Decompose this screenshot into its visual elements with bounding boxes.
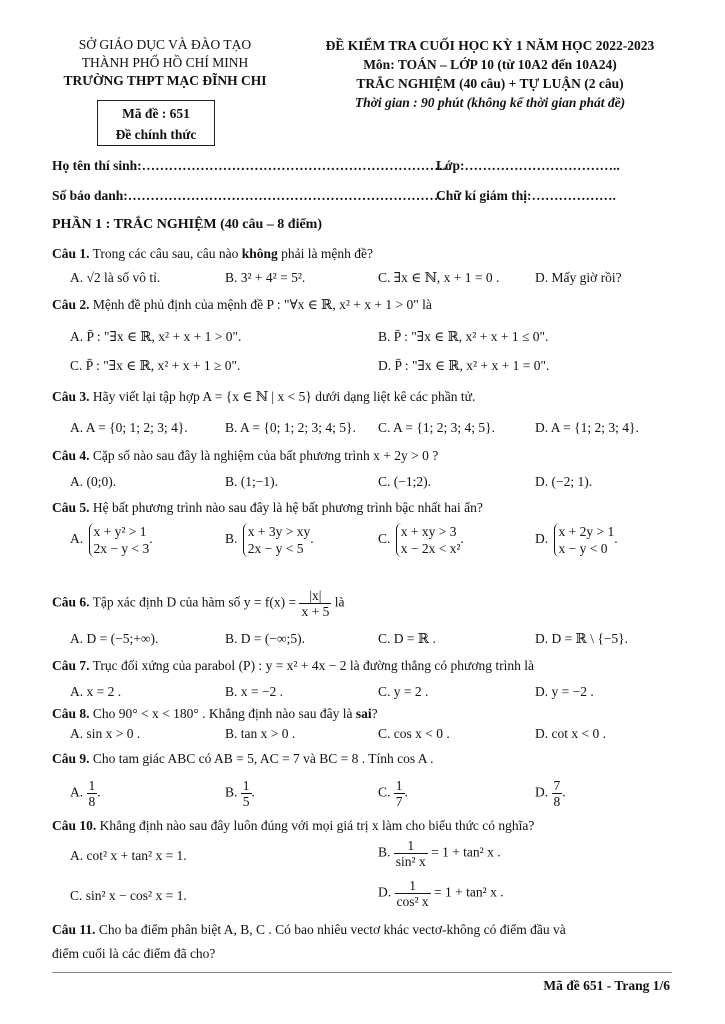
candidate-name-field [52,158,452,174]
fraction-denominator: sin² x [395,854,426,869]
q5-option-c: C. x + xy > 3 x − 2x < x² . [378,524,464,556]
q8-option-a: A. sin x > 0 . [70,726,141,741]
q10-option-a: A. cot² x + tan² x = 1. [70,848,187,863]
q4-option-b: B. (1;−1). [225,474,278,489]
question-3 [52,389,475,405]
option-letter: D. [535,531,549,547]
question-11-continued: điểm cuối là các điểm đã cho? [52,946,216,961]
question-5 [52,500,483,516]
option-letter: D. [535,784,549,800]
system-line-1: x + 2y > 1 [558,524,615,539]
fraction-denominator: 5 [242,794,250,809]
question-label: Câu 3. [52,389,90,404]
q7-option-b: B. x = −2 . [225,684,283,699]
option-letter: D. [378,884,392,900]
school-name: TRƯỜNG THPT MẠC ĐĨNH CHI [63,73,267,88]
question-6 [52,588,344,619]
question-text: Hệ bất phương trình nào sau đây là hệ bất phương trình bậc nhất hai ẩn? [89,500,483,515]
system-brace [396,523,461,557]
q4-option-d: D. (−2; 1). [535,474,593,489]
q5-option-b: B. x + 3y > xy 2x − y < 5 . [225,524,314,556]
class-label: Lớp:…………………………….. [436,158,620,173]
answer-fraction [394,778,405,809]
question-label: Câu 10. [52,818,97,833]
q6-option-a: A. D = (−5;+∞). [70,631,159,646]
exam-header [300,36,680,112]
q3-option-a: A. A = {0; 1; 2; 3; 4}. [70,420,188,435]
q3-option-d: D. A = {1; 2; 3; 4}. [535,420,639,435]
exam-code-box [97,100,215,146]
exam-code: Mã đề : 651 [122,106,190,121]
system-line-2: 2x − y < 3 [93,541,150,556]
question-10 [52,818,534,834]
fraction-denominator: 8 [88,794,96,809]
question-text: Trong các câu sau, câu nào [89,246,242,261]
question-text: Cặp số nào sau đây là nghiệm của bất phương trình x + 2y > 0 ? [89,448,439,463]
candidate-id-field [52,188,445,204]
system-brace [554,523,615,557]
question-text: Tập xác định D của hàm số y = f(x) = [89,594,300,610]
system-line-1: x + xy > 3 [400,524,457,539]
q5-option-a: A. x + y² > 1 2x − y < 3 . [70,524,153,556]
q3-option-b: B. A = {0; 1; 2; 3; 4; 5}. [225,420,356,435]
footer-divider [52,972,672,973]
answer-fraction [394,838,428,869]
question-text: Khẳng định nào sau đây luôn đúng với mọi giá trị x làm cho biểu thức có nghĩa? [96,818,535,833]
school-header [50,36,280,90]
question-text: phải là mệnh đề? [277,246,373,261]
q9-option-c: C. $\frac{1}{7}$ . [378,778,408,809]
q2-option-b: B. P̄ : "∃x ∈ ℝ, x² + x + 1 ≤ 0". [378,329,549,344]
question-4 [52,448,438,464]
question-text: là [331,594,345,610]
q9-option-d: D. $\frac{7}{8}$ . [535,778,566,809]
q7-option-a: A. x = 2 . [70,684,122,699]
fraction-numerator: 7 [553,778,561,793]
option-letter: A. [70,784,84,800]
question-text: Trục đối xứng của parabol (P) : y = x² + 4x − 2 là đường thẳng có phương trình là [89,658,534,673]
question-8 [52,706,378,722]
option-letter: C. [378,531,391,547]
system-line-2: x − y < 0 [558,541,608,556]
question-text: Cho tam giác ABC có AB = 5, AC = 7 và BC = 8 . Tính cos A . [89,751,434,766]
q9-option-b: B. $\frac{1}{5}$ . [225,778,255,809]
option-letter: C. [378,784,391,800]
q4-option-c: C. (−1;2). [378,474,431,489]
question-label: Câu 7. [52,658,90,673]
question-text: Cho ba điểm phân biệt A, B, C . Có bao nhiêu vectơ khác vectơ-không có điểm đầu và [95,922,566,937]
question-label: Câu 6. [52,594,90,610]
q9-option-a: A. $\frac{1}{8}$ . [70,778,101,809]
department-line1: SỞ GIÁO DỤC VÀ ĐÀO TẠO [78,37,252,52]
page-footer: Mã đề 651 - Trang 1/6 [543,978,670,993]
option-letter: B. [378,844,391,860]
q2-option-d: D. P̄ : "∃x ∈ ℝ, x² + x + 1 = 0". [378,358,550,373]
fraction-numerator: 1 [242,778,250,793]
question-label: Câu 2. [52,297,90,312]
q8-option-d: D. cot x < 0 . [535,726,606,741]
question-label: Câu 8. [52,706,90,721]
q2-option-c: C. P̄ : "∃x ∈ ℝ, x² + x + 1 ≥ 0". [70,358,241,373]
option-letter: B. [225,784,238,800]
system-line-1: x + 3y > xy [247,524,311,539]
question-11 [52,922,566,938]
question-label: Câu 5. [52,500,90,515]
answer-fraction [395,878,431,909]
q10-option-b [378,838,501,869]
system-line-2: 2x − y < 5 [247,541,304,556]
q2-option-a: A. P̄ : "∃x ∈ ℝ, x² + x + 1 > 0". [70,329,242,344]
fraction-numerator: 1 [394,838,428,854]
question-label: Câu 4. [52,448,90,463]
question-label: Câu 11. [52,922,96,937]
official-label: Đề chính thức [115,127,197,142]
section-title: PHẦN 1 : TRẮC NGHIỆM (40 câu – 8 điểm) [52,217,323,232]
exam-duration: Thời gian : 90 phút (không kể thời gian phát đề) [354,95,626,110]
exam-structure: TRẮC NGHIỆM (40 câu) + TỰ LUẬN (2 câu) [356,76,624,91]
q8-option-c: C. cos x < 0 . [378,726,450,741]
fraction-numerator: 1 [88,778,96,793]
question-text: Hãy viết lại tập hợp A = {x ∈ ℕ | x < 5} dưới dạng liệt kê các phần tử. [89,389,476,404]
q7-option-d: D. y = −2 . [535,684,594,699]
exam-subject: Môn: TOÁN – LỚP 10 (từ 10A2 đến 10A24) [363,57,617,72]
system-brace [243,523,310,557]
class-field [436,158,620,174]
exam-title: ĐỀ KIỂM TRA CUỐI HỌC KỲ 1 NĂM HỌC 2022-2023 [325,38,655,53]
system-line-2: x − 2x < x² [400,541,461,556]
question-label: Câu 1. [52,246,90,261]
q1-option-a: A. √2 là số vô tỉ. [70,270,161,285]
answer-fraction [241,778,252,809]
question-1 [52,246,373,262]
question-text: Mệnh đề phủ định của mệnh đề P : "∀x ∈ ℝ, x² + x + 1 > 0" là [89,297,432,312]
department-line2: THÀNH PHỐ HỒ CHÍ MINH [81,55,249,70]
fraction-denominator: 7 [395,794,403,809]
q6-option-b: B. D = (−∞;5). [225,631,305,646]
question-2 [52,297,432,313]
fraction-numerator: |x| [299,588,331,604]
q10-option-c: C. sin² x − cos² x = 1. [70,888,187,903]
fraction-numerator: 1 [395,778,403,793]
question-text: ? [371,706,378,721]
q1-option-d: D. Mấy giờ rồi? [535,270,622,285]
answer-fraction [552,778,563,809]
q8-option-b: B. tan x > 0 . [225,726,296,741]
q3-option-c: C. A = {1; 2; 3; 4; 5}. [378,420,495,435]
q7-option-c: C. y = 2 . [378,684,429,699]
supervisor-signature-field [436,188,616,204]
answer-fraction [87,778,98,809]
candidate-id-label: Số báo danh:…………………………………………………………….. [52,188,446,203]
fraction-denominator: x + 5 [301,604,330,619]
fraction-denominator: 8 [553,794,561,809]
q6-option-d: D. D = ℝ \ {−5}. [535,631,629,646]
fraction-numerator: 1 [395,878,431,894]
supervisor-signature-label: Chữ kí giám thị:………………. [436,188,616,203]
question-9 [52,751,434,767]
system-brace [89,523,150,557]
fraction-denominator: cos² x [396,894,429,909]
q1-option-c: C. ∃x ∈ ℕ, x + 1 = 0 . [378,270,500,285]
question-label: Câu 9. [52,751,90,766]
q10-option-d [378,878,504,909]
function-fraction [299,588,331,619]
system-line-1: x + y² > 1 [93,524,147,539]
q5-option-d: D. x + 2y > 1 x − y < 0 . [535,524,618,556]
option-letter: A. [70,531,84,547]
question-text: Cho 90° < x < 180° . Khẳng định nào sau đây là [89,706,356,721]
option-text: = 1 + tan² x . [427,844,501,860]
question-emphasis: sai [355,706,372,721]
candidate-name-label: Họ tên thí sinh:…………………………………………………………… [52,158,453,173]
question-emphasis: không [241,246,278,261]
option-text: = 1 + tan² x . [430,884,504,900]
q4-option-a: A. (0;0). [70,474,117,489]
question-7 [52,658,534,674]
option-letter: B. [225,531,238,547]
q6-option-c: C. D = ℝ . [378,631,436,646]
q1-option-b: B. 3² + 4² = 5². [225,270,306,285]
